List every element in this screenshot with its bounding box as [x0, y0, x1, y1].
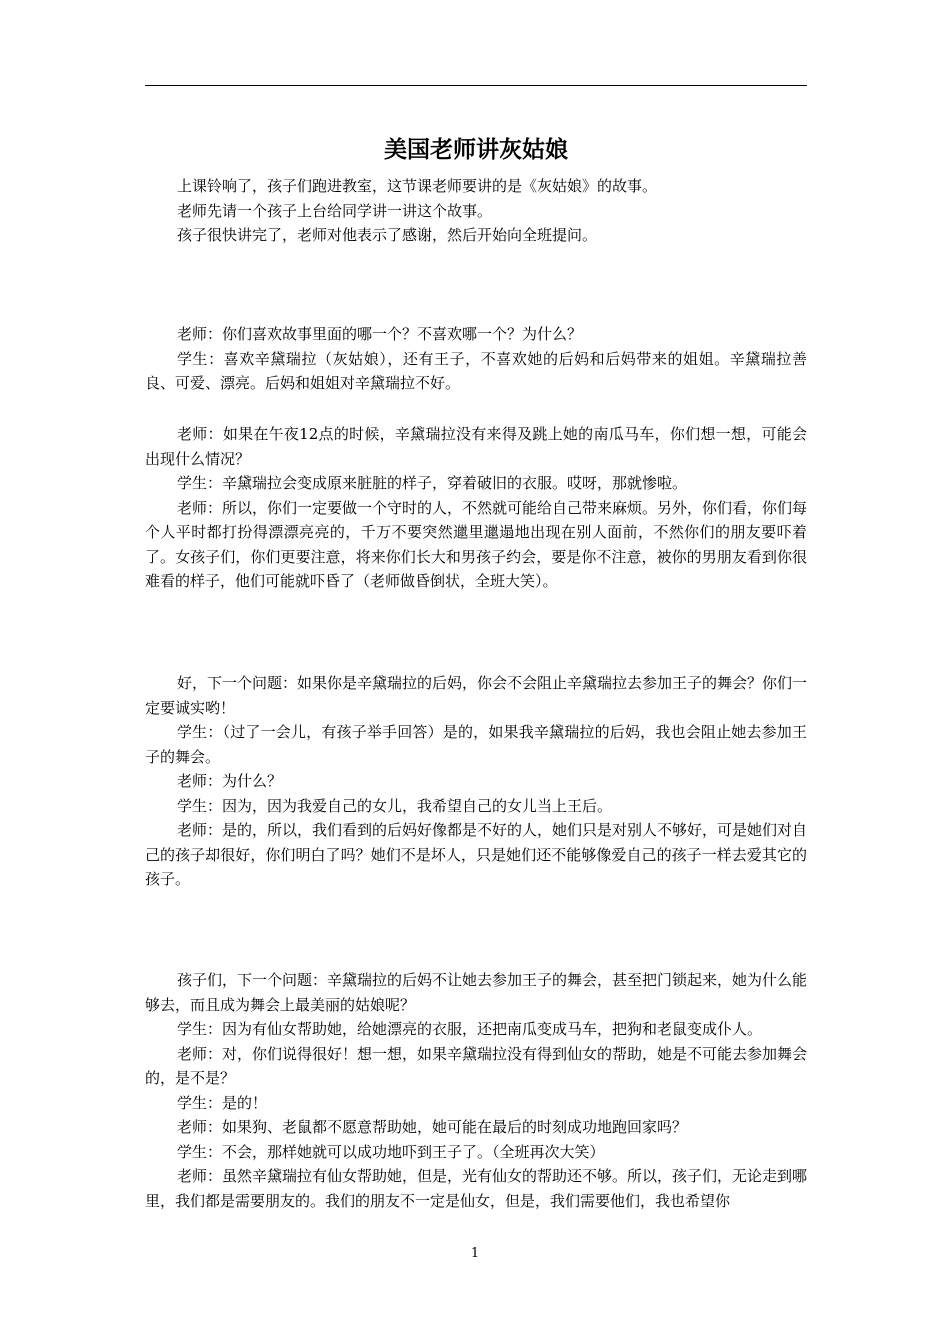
paragraph: 学生：因为，因为我爱自己的女儿，我希望自己的女儿当上王后。 — [177, 796, 613, 815]
section-question-4 — [145, 968, 807, 1213]
paragraph: 孩子很快讲完了，老师对他表示了感谢，然后开始向全班提问。 — [177, 226, 598, 244]
paragraph: 老师：为什么？ — [177, 772, 283, 790]
paragraph: 老师：对，你们说得很好！想一想，如果辛黛瑞拉没有得到仙女的帮助，她是不可能去参加舞会的，是不是？ — [145, 1044, 808, 1087]
section-question-1 — [145, 322, 807, 396]
paragraph: 老师：虽然辛黛瑞拉有仙女帮助她，但是，光有仙女的帮助还不够。所以，孩子们，无论走到哪里，我们都是需要朋友的。我们的朋友不一定是仙女，但是，我们需要他们，我也希望你 — [145, 1167, 808, 1210]
section-question-2 — [145, 422, 807, 594]
paragraph: 老师：你们喜欢故事里面的哪一个？不喜欢哪一个？为什么？ — [177, 325, 583, 343]
section-question-3 — [145, 671, 807, 892]
paragraph: 老师：所以，你们一定要做一个守时的人，不然就可能给自己带来麻烦。另外，你们看，你们每个人平时都打扮得漂漂亮亮的，千万不要突然邋里邋遢地出现在别人面前，不然你们的朋友要吓着了。女孩子们，你们更要注意，将来你们长大和男孩子约会，要是你不注意，被你的男朋友看到你很难看的样子，他们可能就吓昏了（老师做昏倒状，全班大笑）。 — [145, 498, 808, 590]
paragraph: 老师：如果狗、老鼠都不愿意帮助她，她可能在最后的时刻成功地跑回家吗？ — [177, 1118, 688, 1136]
page-number: 1 — [470, 1246, 480, 1261]
paragraph: 学生：辛黛瑞拉会变成原来脏脏的样子，穿着破旧的衣服。哎呀，那就惨啦。 — [177, 474, 688, 492]
paragraph: 老师：如果在午夜12点的时候，辛黛瑞拉没有来得及跳上她的南瓜马车，你们想一想，可能会出现什么情况？ — [145, 425, 807, 468]
paragraph: 孩子们，下一个问题：辛黛瑞拉的后妈不让她去参加王子的舞会，甚至把门锁起来，她为什么能够去，而且成为舞会上最美丽的姑娘呢？ — [145, 971, 808, 1014]
section-intro — [145, 174, 807, 248]
paragraph: 学生：（过了一会儿，有孩子举手回答）是的，如果我辛黛瑞拉的后妈，我也会阻止她去参加王子的舞会。 — [145, 723, 807, 766]
paragraph: 学生：是的！ — [177, 1093, 268, 1112]
paragraph: 上课铃响了，孩子们跑进教室，这节课老师要讲的是《灰姑娘》的故事。 — [177, 177, 658, 195]
paragraph: 老师：是的，所以，我们看到的后妈好像都是不好的人，她们只是对别人不够好，可是她们对自己的孩子却很好，你们明白了吗？她们不是坏人，只是她们还不能够像爱自己的孩子一样去爱其它的孩子。 — [145, 821, 808, 888]
paragraph: 学生：喜欢辛黛瑞拉（灰姑娘），还有王子，不喜欢她的后妈和后妈带来的姐姐。辛黛瑞拉善良、可爱、漂亮。后妈和姐姐对辛黛瑞拉不好。 — [145, 349, 807, 392]
document-title: 美国老师讲灰姑娘 — [384, 136, 568, 163]
paragraph: 好，下一个问题：如果你是辛黛瑞拉的后妈，你会不会阻止辛黛瑞拉去参加王子的舞会？你们一定要诚实哟！ — [145, 674, 808, 717]
paragraph: 老师先请一个孩子上台给同学讲一讲这个故事。 — [177, 201, 493, 220]
paragraph: 学生：因为有仙女帮助她，给她漂亮的衣服，还把南瓜变成马车，把狗和老鼠变成仆人。 — [177, 1020, 763, 1038]
header-rule — [145, 85, 807, 86]
paragraph: 学生：不会，那样她就可以成功地吓到王子了。（全班再次大笑） — [177, 1142, 605, 1161]
